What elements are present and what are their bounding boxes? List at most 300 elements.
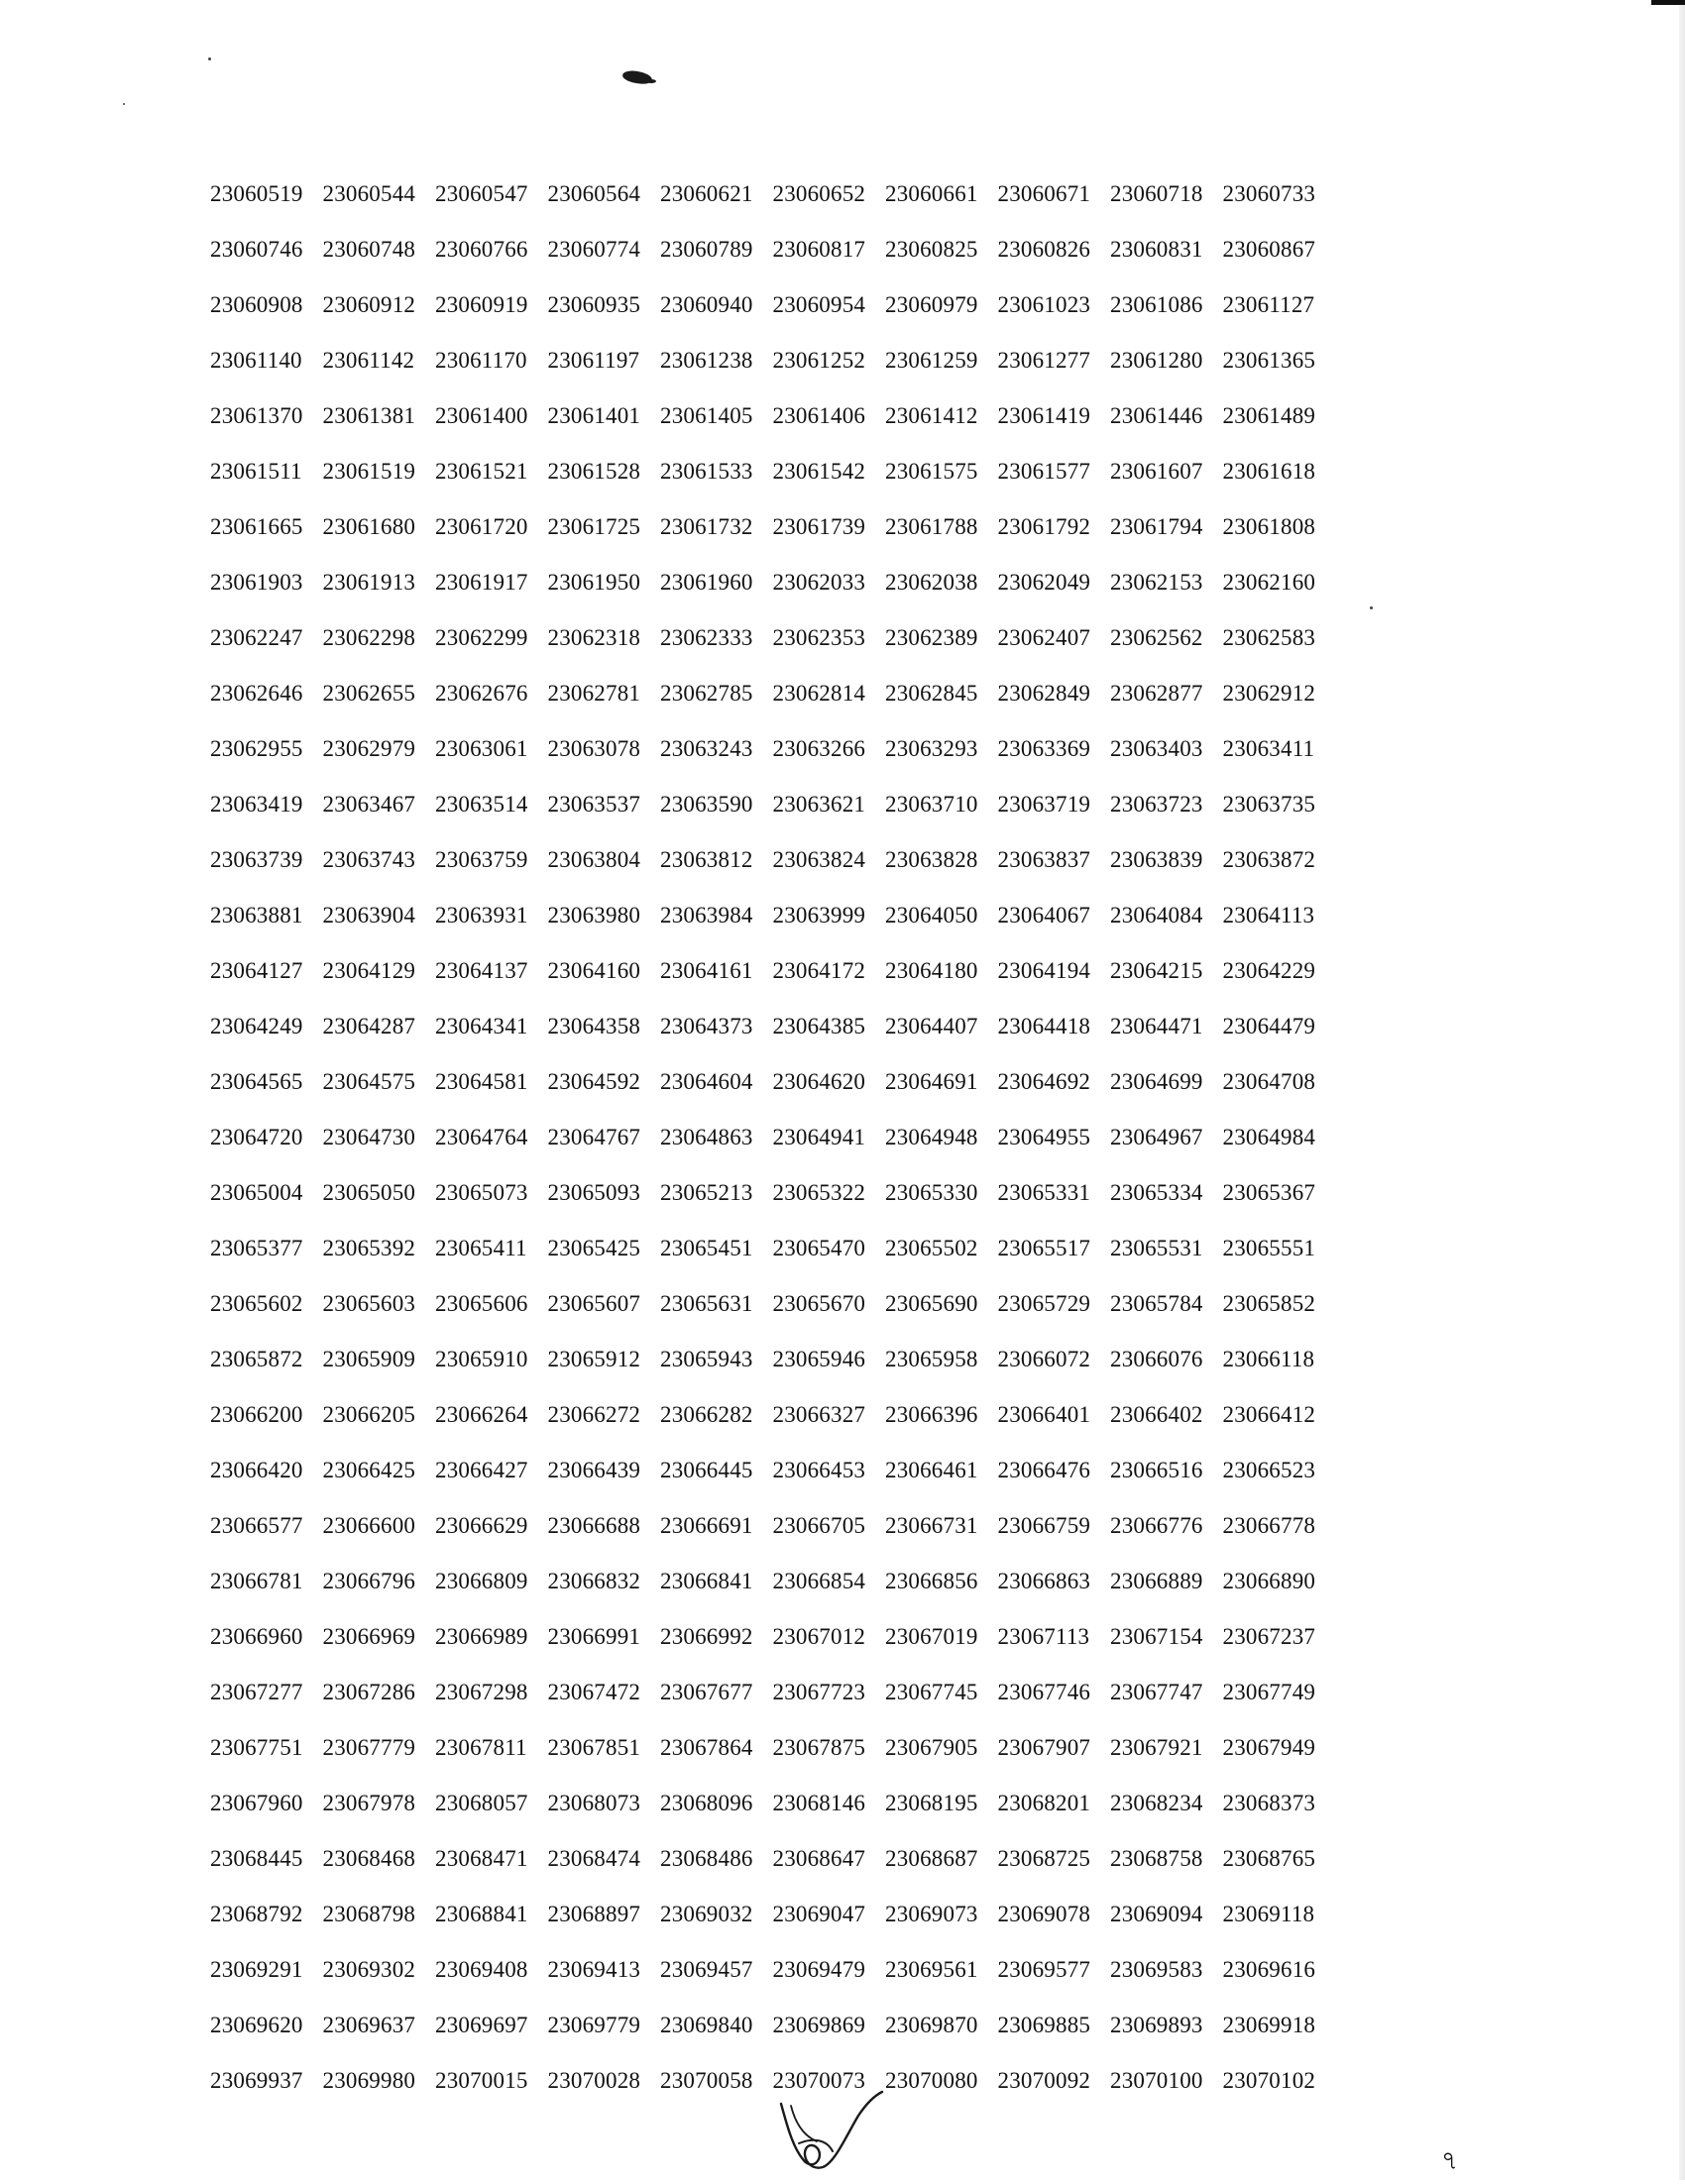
roll-number: 23066992: [660, 1624, 753, 1649]
roll-number: 23063735: [1222, 792, 1316, 817]
roll-number: 23067811: [435, 1735, 527, 1760]
roll-number: 23061401: [547, 403, 641, 428]
roll-number: 23066401: [997, 1402, 1091, 1427]
roll-number: 23066688: [547, 1513, 641, 1538]
roll-number: 23064575: [322, 1069, 416, 1094]
roll-number: 23066781: [210, 1569, 303, 1593]
roll-number: 23063537: [547, 792, 641, 817]
roll-row: [210, 1276, 1335, 1332]
roll-number: 23066461: [885, 1458, 978, 1482]
roll-number: 23069479: [772, 1957, 866, 1982]
roll-number: 23068798: [322, 1902, 416, 1926]
roll-number: 23067154: [1110, 1624, 1203, 1649]
roll-number: 23065912: [547, 1347, 641, 1371]
roll-number: 23064161: [660, 958, 753, 983]
roll-number: 23069073: [885, 1902, 978, 1926]
roll-number: 23061127: [1222, 292, 1315, 317]
roll-number: 23066889: [1110, 1569, 1203, 1593]
speck: [208, 57, 211, 60]
roll-number: 23061607: [1110, 459, 1203, 484]
roll-number: 23067012: [772, 1624, 866, 1649]
roll-number-list: [210, 166, 1335, 2109]
roll-number: 23064620: [772, 1069, 866, 1094]
roll-number: 23066453: [772, 1458, 866, 1482]
roll-number: 23066118: [1222, 1347, 1315, 1371]
roll-row: [210, 1498, 1335, 1554]
roll-number: 23066989: [435, 1624, 528, 1649]
roll-number: 23062814: [772, 681, 866, 706]
roll-number: 23064229: [1222, 958, 1316, 983]
roll-number: 23069840: [660, 2013, 753, 2037]
roll-number: 23061665: [210, 514, 303, 539]
roll-number: 23070015: [435, 2068, 528, 2093]
roll-number: 23060979: [885, 292, 978, 317]
roll-number: 23062247: [210, 625, 303, 650]
roll-number: 23069408: [435, 1957, 528, 1982]
roll-number: 23060774: [547, 237, 641, 262]
roll-number: 23065607: [547, 1291, 641, 1316]
roll-number: 23060908: [210, 292, 303, 317]
roll-number: 23065331: [997, 1180, 1091, 1205]
roll-number: 23066863: [997, 1569, 1091, 1593]
signature-icon: [773, 2086, 892, 2175]
roll-number: 23069616: [1222, 1957, 1316, 1982]
roll-number: 23068234: [1110, 1791, 1203, 1815]
roll-number: 23064050: [885, 903, 978, 928]
roll-number: 23065690: [885, 1291, 978, 1316]
roll-number: 23068841: [435, 1902, 528, 1926]
roll-number: 23065392: [322, 1236, 416, 1260]
roll-number: 23064764: [435, 1125, 528, 1149]
roll-number: 23065411: [435, 1236, 527, 1260]
roll-number: 23069094: [1110, 1902, 1203, 1926]
roll-number: 23065213: [660, 1180, 753, 1205]
roll-number: 23064720: [210, 1125, 303, 1149]
roll-number: 23062646: [210, 681, 303, 706]
roll-number: 23062785: [660, 681, 753, 706]
roll-number: 23061252: [772, 348, 866, 373]
roll-number: 23065451: [660, 1236, 753, 1260]
roll-number: 23061725: [547, 514, 641, 539]
roll-number: 23062038: [885, 570, 978, 595]
roll-number: 23060718: [1110, 181, 1203, 206]
roll-number: 23064194: [997, 958, 1091, 983]
roll-number: 23069937: [210, 2068, 303, 2093]
roll-number: 23066841: [660, 1569, 753, 1593]
roll-number: 23062845: [885, 681, 978, 706]
roll-number: 23061197: [547, 348, 640, 373]
roll-number: 23070102: [1222, 2068, 1316, 2093]
roll-number: 23064215: [1110, 958, 1203, 983]
roll-number: 23062033: [772, 570, 866, 595]
roll-number: 23067921: [1110, 1735, 1203, 1760]
roll-number: 23065631: [660, 1291, 753, 1316]
roll-number: 23067978: [322, 1791, 416, 1815]
roll-number: 23066425: [322, 1458, 416, 1482]
roll-row: [210, 666, 1335, 721]
roll-number: 23065050: [322, 1180, 416, 1205]
roll-number: 23066264: [435, 1402, 528, 1427]
roll-number: 23066076: [1110, 1347, 1203, 1371]
roll-number: 23065517: [997, 1236, 1091, 1260]
roll-row: [210, 555, 1335, 610]
roll-number: 23061277: [997, 348, 1091, 373]
roll-number: 23062160: [1222, 570, 1316, 595]
roll-number: 23061732: [660, 514, 753, 539]
roll-number: 23066072: [997, 1347, 1091, 1371]
roll-number: 23061519: [322, 459, 416, 484]
roll-number: 23066759: [997, 1513, 1091, 1538]
roll-number: 23064699: [1110, 1069, 1203, 1094]
roll-number: 23063839: [1110, 847, 1203, 872]
roll-number: 23065093: [547, 1180, 641, 1205]
roll-number: 23066200: [210, 1402, 303, 1427]
roll-number: 23067237: [1222, 1624, 1316, 1649]
roll-number: 23062877: [1110, 681, 1203, 706]
roll-number: 23065470: [772, 1236, 866, 1260]
roll-number: 23068647: [772, 1846, 866, 1871]
roll-number: 23061917: [435, 570, 528, 595]
roll-number: 23063872: [1222, 847, 1316, 872]
roll-number: 23064863: [660, 1125, 753, 1149]
roll-number: 23064604: [660, 1069, 753, 1094]
roll-number: 23064948: [885, 1125, 978, 1149]
roll-row: [210, 1387, 1335, 1443]
roll-number: 23060867: [1222, 237, 1316, 262]
roll-number: 23064941: [772, 1125, 866, 1149]
roll-number: 23066396: [885, 1402, 978, 1427]
roll-number: 23062912: [1222, 681, 1316, 706]
roll-number: 23064341: [435, 1014, 528, 1038]
roll-number: 23061142: [322, 348, 415, 373]
roll-number: 23063828: [885, 847, 978, 872]
roll-number: 23069561: [885, 1957, 978, 1982]
roll-number: 23063293: [885, 736, 978, 761]
roll-number: 23062299: [435, 625, 528, 650]
roll-number: 23060954: [772, 292, 866, 317]
roll-number: 23061950: [547, 570, 641, 595]
roll-number: 23068486: [660, 1846, 753, 1871]
roll-number: 23065377: [210, 1236, 303, 1260]
roll-number: 23060935: [547, 292, 641, 317]
roll-number: 23062781: [547, 681, 641, 706]
roll-number: 23062655: [322, 681, 416, 706]
roll-number: 23064565: [210, 1069, 303, 1094]
roll-number: 23061575: [885, 459, 978, 484]
roll-number: 23063621: [772, 792, 866, 817]
roll-number: 23063739: [210, 847, 303, 872]
roll-row: [210, 888, 1335, 943]
roll-row: [210, 1942, 1335, 1998]
roll-number: 23068897: [547, 1902, 641, 1926]
roll-number: 23065502: [885, 1236, 978, 1260]
roll-number: 23067113: [997, 1624, 1090, 1649]
roll-number: 23070080: [885, 2068, 978, 2093]
roll-number: 23067864: [660, 1735, 753, 1760]
roll-number: 23066854: [772, 1569, 866, 1593]
roll-number: 23069032: [660, 1902, 753, 1926]
roll-number: 23066427: [435, 1458, 528, 1482]
roll-number: 23061023: [997, 292, 1091, 317]
roll-number: 23060789: [660, 237, 753, 262]
roll-number: 23069869: [772, 2013, 866, 2037]
roll-number: 23060733: [1222, 181, 1316, 206]
roll-number: 23066969: [322, 1624, 416, 1649]
roll-number: 23065602: [210, 1291, 303, 1316]
roll-number: 23065425: [547, 1236, 641, 1260]
roll-number: 23064708: [1222, 1069, 1316, 1094]
roll-number: 23067286: [322, 1680, 416, 1704]
roll-number: 23065946: [772, 1347, 866, 1371]
roll-number: 23063467: [322, 792, 416, 817]
roll-row: [210, 1776, 1335, 1831]
roll-number: 23062333: [660, 625, 753, 650]
roll-number: 23063984: [660, 903, 753, 928]
roll-number: 23061280: [1110, 348, 1203, 373]
roll-number: 23066796: [322, 1569, 416, 1593]
roll-number: 23066776: [1110, 1513, 1203, 1538]
roll-number: 23063980: [547, 903, 641, 928]
roll-number: 23061618: [1222, 459, 1316, 484]
roll-number: 23066856: [885, 1569, 978, 1593]
roll-number: 23061419: [997, 403, 1091, 428]
roll-number: 23067779: [322, 1735, 416, 1760]
roll-number: 23061381: [322, 403, 416, 428]
roll-number: 23062389: [885, 625, 978, 650]
roll-number: 23067949: [1222, 1735, 1316, 1760]
roll-row: [210, 777, 1335, 832]
roll-number: 23060748: [322, 237, 416, 262]
roll-number: 23066691: [660, 1513, 753, 1538]
roll-row: [210, 1332, 1335, 1387]
roll-number: 23069918: [1222, 2013, 1316, 2037]
roll-number: 23065958: [885, 1347, 978, 1371]
roll-number: 23061788: [885, 514, 978, 539]
roll-number: 23060547: [435, 181, 528, 206]
roll-number: 23062318: [547, 625, 641, 650]
roll-number: 23065603: [322, 1291, 416, 1316]
roll-number: 23062583: [1222, 625, 1316, 650]
roll-number: 23063743: [322, 847, 416, 872]
roll-row: [210, 610, 1335, 666]
roll-number: 23064127: [210, 958, 303, 983]
roll-number: 23064137: [435, 958, 528, 983]
roll-number: 23060671: [997, 181, 1091, 206]
roll-number: 23067277: [210, 1680, 303, 1704]
roll-number: 23060919: [435, 292, 528, 317]
roll-number: 23062562: [1110, 625, 1203, 650]
roll-number: 23070028: [547, 2068, 641, 2093]
roll-number: 23066890: [1222, 1569, 1316, 1593]
roll-number: 23063266: [772, 736, 866, 761]
roll-number: 23063723: [1110, 792, 1203, 817]
roll-number: 23066809: [435, 1569, 528, 1593]
roll-number: 23067907: [997, 1735, 1091, 1760]
roll-number: 23065330: [885, 1180, 978, 1205]
roll-number: 23061170: [435, 348, 527, 373]
roll-number: 23061542: [772, 459, 866, 484]
roll-row: [210, 943, 1335, 999]
roll-number: 23061680: [322, 514, 416, 539]
roll-number: 23061794: [1110, 514, 1203, 539]
roll-number: 23062407: [997, 625, 1091, 650]
roll-number: 23068468: [322, 1846, 416, 1871]
roll-number: 23065073: [435, 1180, 528, 1205]
roll-number: 23065943: [660, 1347, 753, 1371]
roll-number: 23061533: [660, 459, 753, 484]
roll-number: 23068758: [1110, 1846, 1203, 1871]
roll-number: 23063403: [1110, 736, 1203, 761]
roll-number: 23060544: [322, 181, 416, 206]
roll-number: 23069078: [997, 1902, 1091, 1926]
roll-number: 23069413: [547, 1957, 641, 1982]
roll-number: 23061577: [997, 459, 1091, 484]
roll-number: 23069118: [1222, 1902, 1315, 1926]
roll-number: 23061406: [772, 403, 866, 428]
roll-number: 23064113: [1222, 903, 1315, 928]
roll-number: 23063061: [435, 736, 528, 761]
roll-number: 23065910: [435, 1347, 528, 1371]
roll-number: 23069577: [997, 1957, 1091, 1982]
roll-row: [210, 388, 1335, 444]
roll-number: 23064129: [322, 958, 416, 983]
roll-number: 23066402: [1110, 1402, 1203, 1427]
roll-number: 23062298: [322, 625, 416, 650]
roll-number: 23066600: [322, 1513, 416, 1538]
roll-number: 23063804: [547, 847, 641, 872]
roll-number: 23066991: [547, 1624, 641, 1649]
roll-number: 23061489: [1222, 403, 1316, 428]
roll-number: 23066960: [210, 1624, 303, 1649]
roll-number: 23064084: [1110, 903, 1203, 928]
roll-number: 23062979: [322, 736, 416, 761]
roll-number: 23064984: [1222, 1125, 1316, 1149]
roll-number: 23061720: [435, 514, 528, 539]
roll-number: 23064249: [210, 1014, 303, 1038]
roll-number: 23065729: [997, 1291, 1091, 1316]
roll-number: 23060621: [660, 181, 753, 206]
roll-number: 23060766: [435, 237, 528, 262]
roll-number: 23064730: [322, 1125, 416, 1149]
roll-number: 23067875: [772, 1735, 866, 1760]
roll-number: 23064407: [885, 1014, 978, 1038]
roll-number: 23063881: [210, 903, 303, 928]
roll-row: [210, 333, 1335, 388]
roll-number: 23061528: [547, 459, 641, 484]
roll-number: 23062049: [997, 570, 1091, 595]
roll-number: 23066412: [1222, 1402, 1316, 1427]
roll-number: 23064767: [547, 1125, 641, 1149]
roll-number: 23068201: [997, 1791, 1091, 1815]
roll-number: 23063837: [997, 847, 1091, 872]
roll-number: 23061405: [660, 403, 753, 428]
roll-number: 23060825: [885, 237, 978, 262]
roll-number: 23063759: [435, 847, 528, 872]
roll-number: 23066523: [1222, 1458, 1316, 1482]
roll-row: [210, 1831, 1335, 1887]
roll-number: 23066577: [210, 1513, 303, 1538]
roll-row: [210, 1998, 1335, 2053]
roll-number: 23064418: [997, 1014, 1091, 1038]
roll-number: 23060940: [660, 292, 753, 317]
roll-number: 23070058: [660, 2068, 753, 2093]
roll-number: 23061370: [210, 403, 303, 428]
roll-number: 23068725: [997, 1846, 1091, 1871]
roll-number: 23061960: [660, 570, 753, 595]
roll-number: 23066445: [660, 1458, 753, 1482]
roll-number: 23067751: [210, 1735, 303, 1760]
roll-row: [210, 721, 1335, 777]
roll-number: 23064172: [772, 958, 866, 983]
roll-number: 23063931: [435, 903, 528, 928]
roll-number: 23064581: [435, 1069, 528, 1094]
roll-number: 23066282: [660, 1402, 753, 1427]
roll-row: [210, 832, 1335, 888]
roll-number: 23061446: [1110, 403, 1203, 428]
roll-number: 23067298: [435, 1680, 528, 1704]
roll-number: 23066327: [772, 1402, 866, 1427]
roll-number: 23066731: [885, 1513, 978, 1538]
roll-row: [210, 1609, 1335, 1665]
roll-number: 23067677: [660, 1680, 753, 1704]
roll-number: 23065872: [210, 1347, 303, 1371]
roll-number: 23063999: [772, 903, 866, 928]
roll-number: 23065852: [1222, 1291, 1316, 1316]
roll-number: 23060826: [997, 237, 1091, 262]
roll-number: 23062353: [772, 625, 866, 650]
roll-number: 23067749: [1222, 1680, 1316, 1704]
roll-number: 23070100: [1110, 2068, 1203, 2093]
roll-number: 23067745: [885, 1680, 978, 1704]
roll-number: 23062153: [1110, 570, 1203, 595]
roll-number: 23065670: [772, 1291, 866, 1316]
roll-row: [210, 1665, 1335, 1720]
roll-row: [210, 499, 1335, 555]
roll-number: 23066705: [772, 1513, 866, 1538]
roll-number: 23060746: [210, 237, 303, 262]
roll-number: 23061086: [1110, 292, 1203, 317]
corner-mark: [1651, 0, 1685, 5]
roll-row: [210, 1887, 1335, 1942]
roll-number: 23069620: [210, 2013, 303, 2037]
roll-number: 23068792: [210, 1902, 303, 1926]
roll-number: 23062849: [997, 681, 1091, 706]
roll-number: 23066832: [547, 1569, 641, 1593]
roll-number: 23069637: [322, 2013, 416, 2037]
roll-number: 23065784: [1110, 1291, 1203, 1316]
roll-number: 23061238: [660, 348, 753, 373]
roll-number: 23068195: [885, 1791, 978, 1815]
roll-number: 23064479: [1222, 1014, 1316, 1038]
roll-number: 23064373: [660, 1014, 753, 1038]
roll-number: 23066476: [997, 1458, 1091, 1482]
roll-number: 23068687: [885, 1846, 978, 1871]
roll-row: [210, 277, 1335, 333]
speck: [123, 103, 125, 105]
roll-number: 23069779: [547, 2013, 641, 2037]
roll-number: 23061259: [885, 348, 978, 373]
roll-number: 23067851: [547, 1735, 641, 1760]
roll-number: 23066629: [435, 1513, 528, 1538]
roll-number: 23060652: [772, 181, 866, 206]
roll-row: [210, 1443, 1335, 1498]
roll-number: 23068373: [1222, 1791, 1316, 1815]
roll-number: 23067472: [547, 1680, 641, 1704]
roll-number: 23066439: [547, 1458, 641, 1482]
roll-number: 23060519: [210, 181, 303, 206]
roll-number: 23065606: [435, 1291, 528, 1316]
roll-number: 23067746: [997, 1680, 1091, 1704]
